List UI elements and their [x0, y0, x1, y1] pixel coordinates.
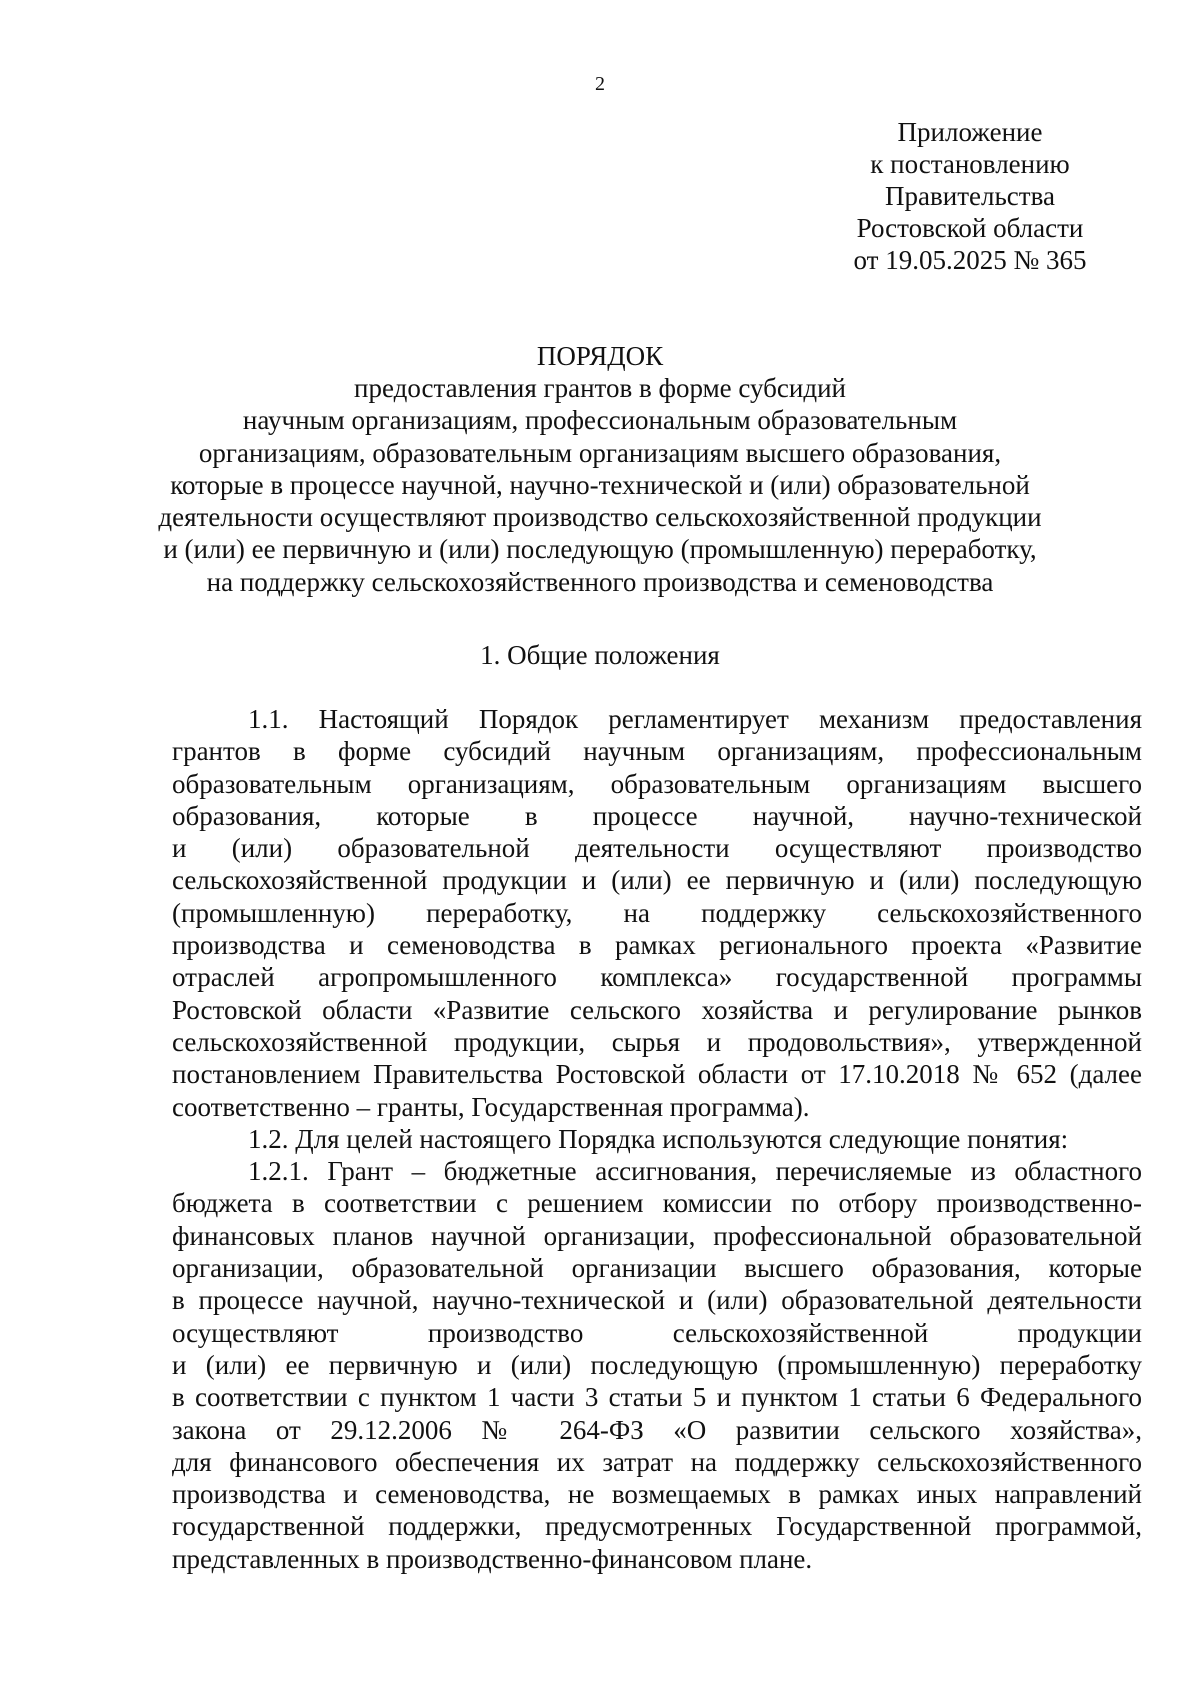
- paragraph-line: образовательным организациям, образовательным организациям высшего: [172, 768, 1142, 799]
- paragraph-line: закона от 29.12.2006 № 264-ФЗ «О развитии сельского хозяйства»,: [172, 1414, 1142, 1445]
- appendix-line: к постановлению: [870, 149, 1070, 179]
- subtitle-line: на поддержку сельскохозяйственного производства и семеноводства: [206, 566, 994, 597]
- appendix-line: от 19.05.2025 № 365: [853, 245, 1087, 275]
- subtitle-line: организациям, образовательным организациям высшего образования,: [198, 437, 1002, 468]
- subtitle-line: предоставления грантов в форме субсидий: [354, 373, 846, 403]
- paragraph-line: организации, образовательной организации высшего образования, которые: [172, 1253, 1142, 1284]
- appendix-line: Приложение: [897, 117, 1043, 147]
- paragraph-line: 1.2. Для целей настоящего Порядка используются следующие понятия:: [248, 1123, 1069, 1154]
- paragraph-line: производства и семеноводства в рамках регионального проекта «Развитие: [172, 930, 1142, 961]
- paragraph-line: сельскохозяйственной продукции и (или) ее первичную и (или) последующую: [172, 865, 1142, 896]
- paragraph-line: в процессе научной, научно-технической и (или) образовательной деятельности: [172, 1285, 1142, 1316]
- subtitle-line: научным организациям, профессиональным образовательным: [242, 405, 958, 436]
- paragraph-line: бюджета в соответствии с решением комиссии по отбору производственно-: [172, 1188, 1142, 1219]
- page-number: 2: [595, 73, 605, 95]
- paragraph-line: и (или) образовательной деятельности осуществляют производство: [172, 833, 1142, 864]
- paragraph-line: в соответствии с пунктом 1 части 3 статьи 5 и пунктом 1 статьи 6 Федерального: [172, 1382, 1142, 1413]
- paragraph-line: и (или) ее первичную и (или) последующую (промышленную) переработку: [172, 1349, 1142, 1380]
- paragraph-line: (промышленную) переработку, на поддержку сельскохозяйственного: [172, 897, 1142, 928]
- paragraph-line: финансовых планов научной организации, профессиональной образовательной: [172, 1220, 1142, 1251]
- paragraph-line: образования, которые в процессе научной, научно-технической: [172, 800, 1142, 831]
- paragraph-line: постановлением Правительства Ростовской области от 17.10.2018 № 652 (далее: [172, 1059, 1142, 1090]
- document-title: ПОРЯДОК: [536, 341, 664, 371]
- paragraph-line: грантов в форме субсидий научным организациям, профессиональным: [172, 736, 1142, 767]
- appendix-line: Правительства: [885, 181, 1055, 211]
- paragraph-line: отраслей агропромышленного комплекса» государственной программы: [172, 962, 1142, 993]
- paragraph-line: Ростовской области «Развитие сельского хозяйства и регулирование рынков: [172, 994, 1142, 1025]
- paragraph-line: производства и семеноводства, не возмещаемых в рамках иных направлений: [172, 1479, 1142, 1510]
- paragraph-line: 1.1. Настоящий Порядок регламентирует механизм предоставления: [248, 704, 1142, 734]
- subtitle-line: которые в процессе научной, научно-технической и (или) образовательной: [170, 469, 1030, 500]
- paragraph-line: соответственно – гранты, Государственная программа).: [172, 1091, 810, 1122]
- paragraph-line: осуществляют производство сельскохозяйственной продукции: [172, 1317, 1142, 1348]
- paragraph-line: для финансового обеспечения их затрат на поддержку сельскохозяйственного: [172, 1446, 1142, 1477]
- subtitle-line: и (или) ее первичную и (или) последующую (промышленную) переработку,: [163, 534, 1037, 565]
- appendix-line: Ростовской области: [856, 213, 1084, 243]
- document-subtitle: [0, 372, 1200, 598]
- body-text: [172, 703, 1142, 1575]
- appendix-block: [820, 116, 1120, 276]
- paragraph-line: 1.2.1. Грант – бюджетные ассигнования, перечисляемые из областного: [248, 1156, 1142, 1187]
- paragraph-line: государственной поддержки, предусмотренных Государственной программой,: [172, 1511, 1142, 1542]
- subtitle-line: деятельности осуществляют производство сельскохозяйственной продукции: [158, 502, 1042, 533]
- paragraph-line: представленных в производственно-финансовом плане.: [172, 1543, 813, 1574]
- section-heading: 1. Общие положения: [480, 640, 720, 670]
- paragraph-line: сельскохозяйственной продукции, сырья и продовольствия», утвержденной: [172, 1026, 1142, 1057]
